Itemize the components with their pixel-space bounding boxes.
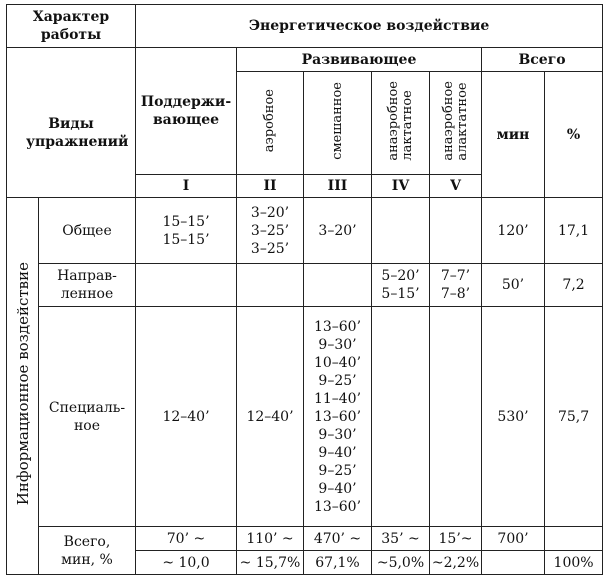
table-row bbox=[7, 264, 603, 307]
cell-value: 9–30’ bbox=[318, 336, 357, 353]
side-label-cell bbox=[7, 198, 39, 575]
cell-value: 7–8’ bbox=[440, 286, 471, 302]
cell-value: 9–25’ bbox=[318, 462, 357, 479]
table-row bbox=[7, 198, 603, 264]
cell-value: 5–15’ bbox=[381, 286, 420, 302]
special-c1: 12–40’ bbox=[136, 307, 237, 527]
min-label: мин bbox=[496, 126, 530, 143]
total-min-c4: 35’ ~ bbox=[372, 527, 430, 551]
directed-min: 50’ bbox=[482, 264, 545, 307]
cell-value: 5–20’ bbox=[381, 268, 420, 284]
total-min-sum: 700’ bbox=[482, 527, 545, 551]
label-line: Направ- bbox=[57, 268, 117, 284]
total-pct-sum: 100% bbox=[545, 551, 603, 575]
header-anaerobic-lactate bbox=[372, 72, 430, 175]
header-energy bbox=[136, 5, 603, 48]
cell-value: 3–25’ bbox=[250, 222, 290, 239]
energy-title: Энергетическое воздействие bbox=[248, 18, 490, 34]
cell-value: 9–40’ bbox=[318, 444, 357, 461]
total-pct-c2: ~ 15,7% bbox=[237, 551, 304, 575]
anaerobic-lactate-label: анаэробное лактатное bbox=[385, 80, 415, 161]
row-label-directed bbox=[39, 264, 136, 307]
percent-label: % bbox=[566, 126, 581, 143]
roman-2: II bbox=[237, 175, 304, 198]
total-pct-c1: ~ 10,0 bbox=[136, 551, 237, 575]
total-min-c1: 70’ ~ bbox=[136, 527, 237, 551]
supporting-label: Поддержи-вающее bbox=[140, 94, 232, 128]
header-total bbox=[482, 48, 603, 72]
general-c4 bbox=[372, 198, 430, 264]
cell-value: 9–40’ bbox=[318, 480, 357, 497]
cell-value: 10–40’ bbox=[313, 354, 362, 371]
total-min-pct bbox=[545, 527, 603, 551]
directed-c3 bbox=[304, 264, 372, 307]
total-pct-c3: 67,1% bbox=[304, 551, 372, 575]
special-c5 bbox=[430, 307, 482, 527]
roman-5: V bbox=[430, 175, 482, 198]
total-pct-min bbox=[482, 551, 545, 575]
energy-info-table bbox=[6, 4, 603, 575]
anaerobic-alactate-label: анаэробное алактатное bbox=[440, 80, 470, 161]
directed-c2 bbox=[237, 264, 304, 307]
cell-value: 13–60’ bbox=[313, 408, 362, 425]
general-min: 120’ bbox=[482, 198, 545, 264]
table-row bbox=[7, 307, 603, 527]
label-line: Всего, bbox=[63, 533, 111, 550]
general-c2 bbox=[237, 198, 304, 264]
directed-c1 bbox=[136, 264, 237, 307]
cell-value: 13–60’ bbox=[313, 498, 362, 515]
cell-value: 3–20’ bbox=[250, 204, 290, 221]
cell-value: 7–7’ bbox=[440, 268, 471, 284]
character-title: Характер работы bbox=[32, 9, 110, 43]
total-min-c5: 15’~ bbox=[430, 527, 482, 551]
side-label: Информационное воздействие bbox=[13, 261, 32, 506]
row-label-general: Общее bbox=[39, 198, 136, 264]
special-c2: 12–40’ bbox=[237, 307, 304, 527]
header-character bbox=[7, 5, 136, 48]
row-label-special bbox=[39, 307, 136, 527]
aerobic-label: аэробное bbox=[262, 88, 277, 153]
label-line: мин, % bbox=[61, 551, 113, 568]
header-developing bbox=[237, 48, 482, 72]
label-line: ленное bbox=[60, 286, 114, 302]
directed-c5 bbox=[430, 264, 482, 307]
directed-pct: 7,2 bbox=[545, 264, 603, 307]
special-pct: 75,7 bbox=[545, 307, 603, 527]
cell-value: 13–60’ bbox=[313, 318, 362, 335]
total-title: Всего bbox=[518, 51, 566, 68]
general-c1 bbox=[136, 198, 237, 264]
roman-1: I bbox=[136, 175, 237, 198]
total-min-c3: 470’ ~ bbox=[304, 527, 372, 551]
special-c3 bbox=[304, 307, 372, 527]
developing-title: Развивающее bbox=[301, 51, 417, 68]
total-pct-c5: ~2,2% bbox=[430, 551, 482, 575]
header-exercise-types bbox=[7, 48, 136, 198]
general-pct: 17,1 bbox=[545, 198, 603, 264]
roman-4: IV bbox=[372, 175, 430, 198]
special-c4 bbox=[372, 307, 430, 527]
roman-3: III bbox=[304, 175, 372, 198]
general-c5 bbox=[430, 198, 482, 264]
cell-value: 15–15’ bbox=[162, 213, 210, 230]
cell-value: 9–30’ bbox=[318, 426, 357, 443]
header-aerobic bbox=[237, 72, 304, 175]
table-row bbox=[7, 527, 603, 551]
header-percent bbox=[545, 72, 603, 198]
label-line: Специаль- bbox=[48, 399, 126, 416]
cell-value: 9–25’ bbox=[318, 372, 357, 389]
directed-c4 bbox=[372, 264, 430, 307]
mixed-label: смешанное bbox=[329, 81, 345, 160]
cell-value: 3–25’ bbox=[250, 240, 290, 257]
total-min-c2: 110’ ~ bbox=[237, 527, 304, 551]
row-label-total bbox=[39, 527, 136, 575]
cell-value: 15–15’ bbox=[162, 231, 210, 248]
header-min bbox=[482, 72, 545, 198]
header-anaerobic-alactate bbox=[430, 72, 482, 175]
cell-value: 11–40’ bbox=[313, 390, 362, 407]
header-supporting bbox=[136, 48, 237, 175]
exercise-types-label: Виды упражнений bbox=[26, 115, 129, 150]
total-pct-c4: ~5,0% bbox=[372, 551, 430, 575]
general-c3: 3–20’ bbox=[304, 198, 372, 264]
label-line: ное bbox=[73, 417, 101, 434]
special-min: 530’ bbox=[482, 307, 545, 527]
header-mixed bbox=[304, 72, 372, 175]
